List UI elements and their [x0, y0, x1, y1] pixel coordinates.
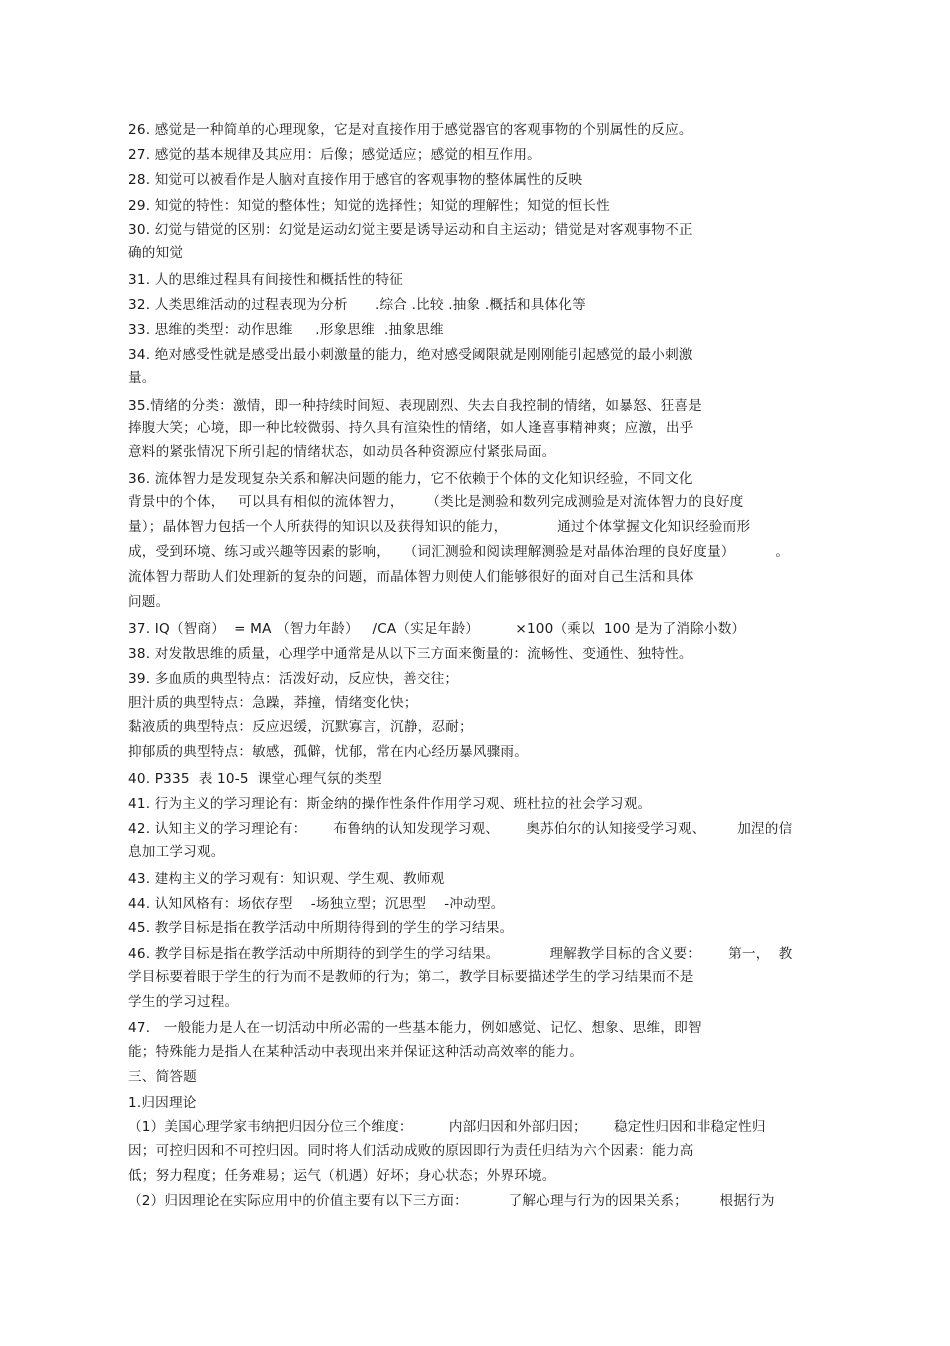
text-line: 量。	[128, 370, 156, 386]
text-line: 成，受到环境、练习或兴趣等因素的影响， （词汇测验和阅读理解测验是对晶体治理的良好度量） 。	[128, 544, 790, 560]
text-line: 38. 对发散思维的质量，心理学中通常是从以下三方面来衡量的：流畅性、变通性、独特性。	[128, 646, 693, 662]
text-line: 捧腹大笑；心境，即一种比较微弱、持久具有渲染性的情绪，如人逢喜事精神爽；应激，出乎	[128, 420, 694, 436]
text-line: 47. 一般能力是人在一切活动中所必需的一些基本能力，例如感觉、记忆、想象、思维，即智	[128, 1020, 702, 1036]
text-line: 42. 认知主义的学习理论有： 布鲁纳的认知发现学习观、 奥苏伯尔的认知接受学习观、 加涅的信	[128, 821, 793, 837]
text-line: 30. 幻觉与错觉的区别：幻觉是运动幻觉主要是诱导运动和自主运动；错觉是对客观事物不正	[128, 222, 693, 238]
text-line: 胆汁质的典型特点：急躁，莽撞，情绪变化快；	[128, 695, 418, 711]
text-line: （1）美国心理学家韦纳把归因分位三个维度： 内部归因和外部归因； 稳定性归因和非稳定性归	[128, 1119, 766, 1135]
subsection-heading: 1.归因理论	[128, 1095, 197, 1111]
text-line: 40. P335 表 10-5 课堂心理气氛的类型	[128, 771, 382, 787]
text-line: 量）；晶体智力包括一个人所获得的知识以及获得知识的能力， 通过个体掌握文化知识经验而形	[128, 519, 751, 535]
text-line: 39. 多血质的典型特点：活泼好动，反应快，善交往；	[128, 671, 459, 687]
text-line: 44. 认知风格有：场依存型 -场独立型；沉思型 -冲动型。	[128, 896, 505, 912]
text-line: 36. 流体智力是发现复杂关系和解决问题的能力，它不依赖于个体的文化知识经验，不同文化	[128, 471, 693, 487]
text-line: 学目标要着眼于学生的行为而不是教师的行为；第二，教学目标要描述学生的学习结果而不是	[128, 969, 694, 985]
text-line: （2）归因理论在实际应用中的价值主要有以下三方面： 了解心理与行为的因果关系； 根据行为	[128, 1193, 775, 1209]
section-heading: 三、简答题	[128, 1069, 197, 1085]
text-line: 33. 思维的类型：动作思维 .形象思维 .抽象思维	[128, 322, 444, 338]
text-line: 黏液质的典型特点：反应迟缓，沉默寡言，沉静，忍耐；	[128, 719, 473, 735]
text-line: 37. IQ（智商） = MA （智力年龄） /CA（实足年龄） ×100（乘以 100 是为了消除小数）	[128, 621, 746, 637]
text-line: 35.情绪的分类：激情，即一种持续时间短、表现剧烈、失去自我控制的情绪，如暴怒、狂喜是	[128, 398, 702, 414]
text-line: 32. 人类思维活动的过程表现为分析 .综合 .比较 .抽象 .概括和具体化等	[128, 297, 586, 313]
text-line: 意料的紧张情况下所引起的情绪状态，如动员各种资源应付紧张局面。	[128, 444, 556, 460]
text-line: 低；努力程度；任务难易；运气（机遇）好坏；身心状态；外界环境。	[128, 1168, 556, 1184]
text-line: 问题。	[128, 594, 170, 610]
text-line: 学生的学习过程。	[128, 994, 239, 1010]
text-line: 31. 人的思维过程具有间接性和概括性的特征	[128, 272, 404, 288]
text-line: 27. 感觉的基本规律及其应用：后像；感觉适应；感觉的相互作用。	[128, 147, 541, 163]
text-line: 43. 建构主义的学习观有：知识观、学生观、教师观	[128, 871, 445, 887]
text-line: 因；可控归因和不可控归因。同时将人们活动成败的原因即行为责任归结为六个因素：能力高	[128, 1143, 694, 1159]
text-line: 46. 教学目标是指在教学活动中所期待的到学生的学习结果。 理解教学目标的含义要： 第一， 教	[128, 946, 793, 962]
text-line: 背景中的个体， 可以具有相似的流体智力， （类比是测验和数列完成测验是对流体智力的良好度	[128, 494, 744, 510]
text-line: 41. 行为主义的学习理论有：斯金纳的操作性条件作用学习观、班杜拉的社会学习观。	[128, 796, 652, 812]
text-line: 息加工学习观。	[128, 844, 225, 860]
text-line: 抑郁质的典型特点：敏感，孤僻，忧郁，常在内心经历暴风骤雨。	[128, 744, 529, 760]
text-line: 26. 感觉是一种简单的心理现象，它是对直接作用于感觉器官的客观事物的个别属性的反应。	[128, 122, 693, 138]
text-line: 能；特殊能力是指人在某种活动中表现出来并保证这种活动高效率的能力。	[128, 1044, 584, 1060]
text-line: 28. 知觉可以被看作是人脑对直接作用于感官的客观事物的整体属性的反映	[128, 172, 583, 188]
text-line: 29. 知觉的特性：知觉的整体性；知觉的选择性；知觉的理解性；知觉的恒长性	[128, 198, 610, 214]
text-line: 流体智力帮助人们处理新的复杂的问题，而晶体智力则使人们能够很好的面对自己生活和具体	[128, 569, 694, 585]
text-line: 34. 绝对感受性就是感受出最小刺激量的能力，绝对感受阈限就是刚刚能引起感觉的最小刺激	[128, 347, 693, 363]
text-line: 确的知觉	[128, 245, 184, 261]
text-line: 45. 教学目标是指在教学活动中所期待得到的学生的学习结果。	[128, 920, 514, 936]
